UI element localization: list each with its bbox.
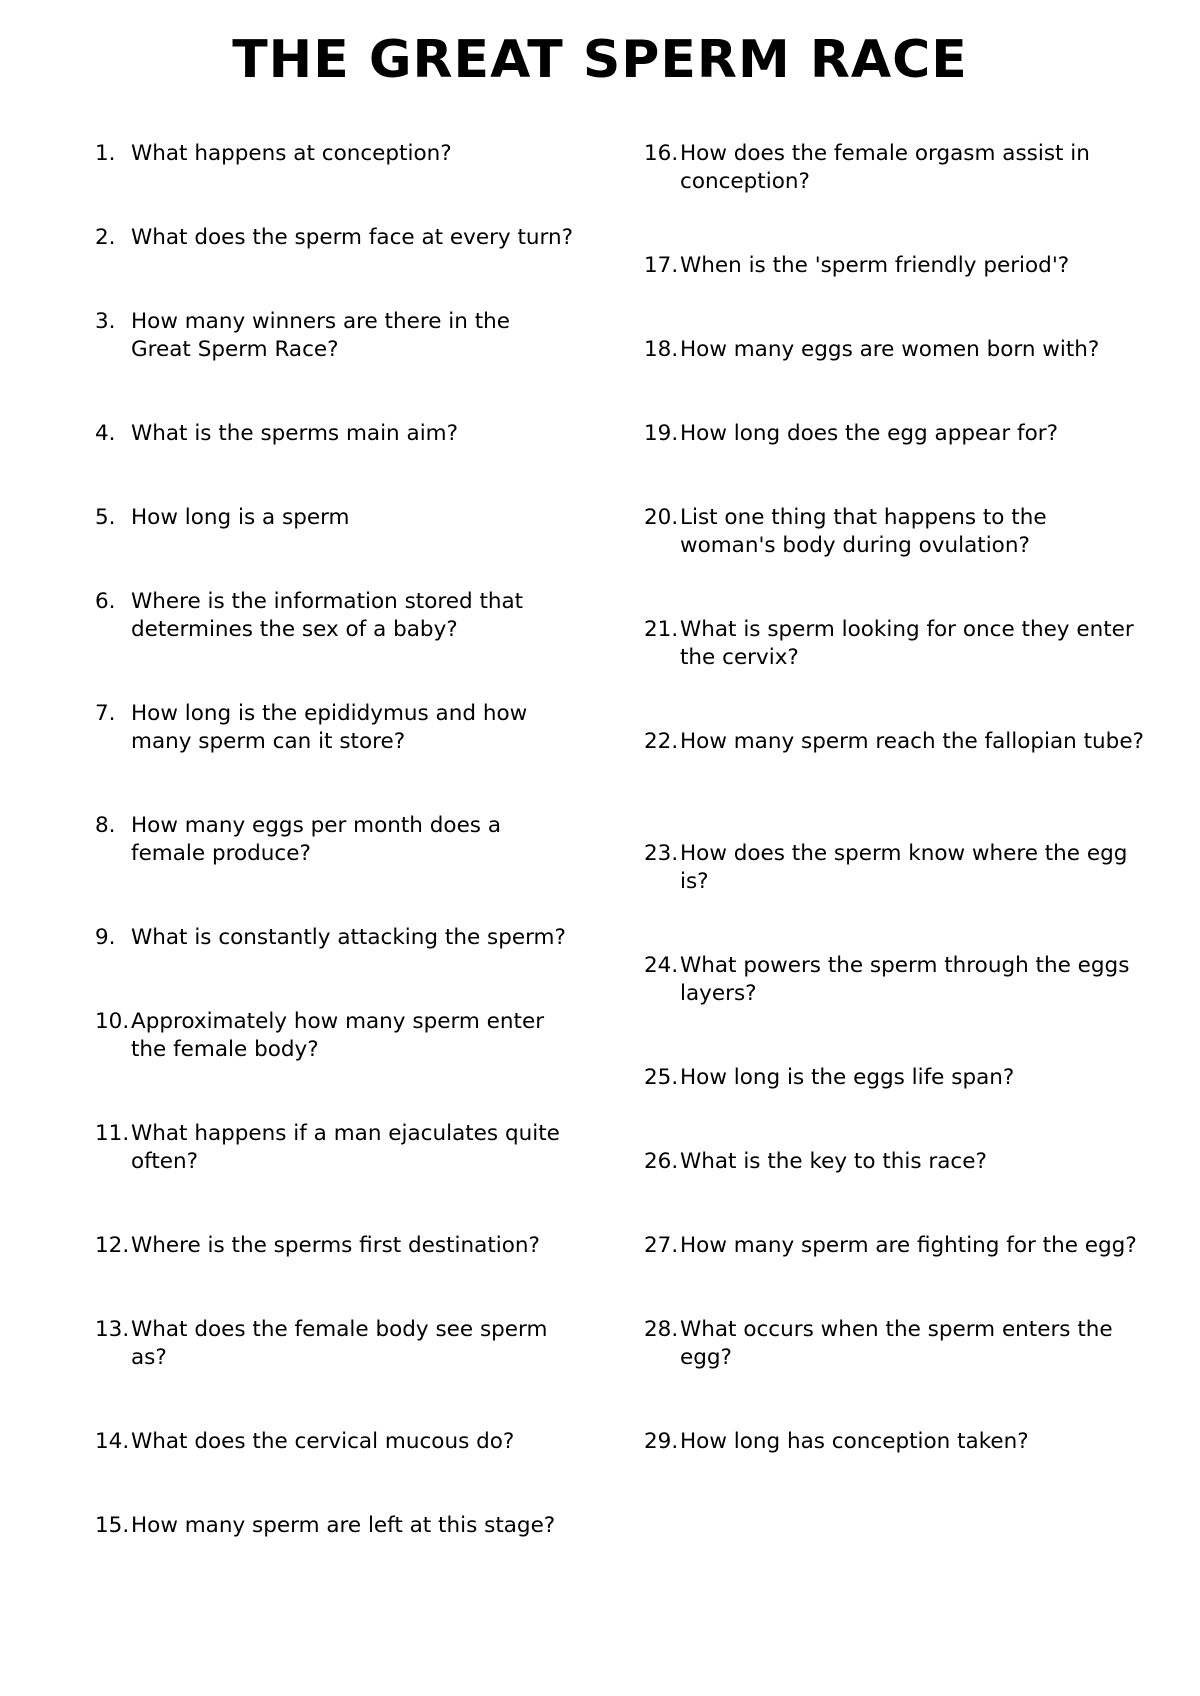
question-number: 13. xyxy=(95,1317,130,1342)
question-item xyxy=(644,1064,1144,1092)
question-item xyxy=(95,1232,575,1260)
question-item xyxy=(644,1148,1144,1176)
page-title: THE GREAT SPERM RACE xyxy=(232,30,968,90)
question-number: 5. xyxy=(95,505,116,530)
question-text: How many eggs per month does a female produce? xyxy=(131,813,502,866)
question-number: 9. xyxy=(95,925,116,950)
question-text: List one thing that happens to the woman's body during ovulation? xyxy=(680,505,1047,558)
question-number: 10. xyxy=(95,1009,130,1034)
question-item xyxy=(644,952,1144,1008)
question-text: Approximately how many sperm enter the female body? xyxy=(131,1009,545,1062)
question-number: 14. xyxy=(95,1429,130,1454)
question-text: What is the key to this race? xyxy=(680,1149,987,1174)
question-number: 4. xyxy=(95,421,116,446)
question-text: How long is the eggs life span? xyxy=(680,1065,1015,1090)
question-text: What occurs when the sperm enters the egg? xyxy=(680,1317,1113,1370)
question-item xyxy=(644,1428,1144,1456)
question-number: 23. xyxy=(644,841,679,866)
question-number: 26. xyxy=(644,1149,679,1174)
question-item xyxy=(644,616,1144,672)
question-text: How long is the epididymus and how many sperm can it store? xyxy=(131,701,528,754)
question-text: How many sperm are left at this stage? xyxy=(131,1513,556,1538)
question-item xyxy=(95,588,575,644)
question-text: When is the 'sperm friendly period'? xyxy=(680,253,1070,278)
question-text: What is constantly attacking the sperm? xyxy=(131,925,566,950)
question-item xyxy=(95,700,575,756)
question-number: 7. xyxy=(95,701,116,726)
question-number: 17. xyxy=(644,253,679,278)
question-number: 11. xyxy=(95,1121,130,1146)
question-number: 15. xyxy=(95,1513,130,1538)
question-item xyxy=(644,420,1144,448)
question-item xyxy=(644,840,1144,896)
question-text: How long is a sperm xyxy=(131,505,350,530)
question-number: 16. xyxy=(644,141,679,166)
question-item xyxy=(95,140,575,168)
question-item xyxy=(95,924,575,952)
question-text: Where is the sperms first destination? xyxy=(131,1233,540,1258)
question-number: 2. xyxy=(95,225,116,250)
question-number: 24. xyxy=(644,953,679,978)
question-item xyxy=(95,1512,575,1540)
question-number: 28. xyxy=(644,1317,679,1342)
question-text: How many winners are there in the Great Sperm Race? xyxy=(131,309,510,362)
question-text: How many eggs are women born with? xyxy=(680,337,1100,362)
question-item xyxy=(644,1316,1144,1372)
question-number: 22. xyxy=(644,729,679,754)
question-item xyxy=(644,728,1144,756)
question-number: 8. xyxy=(95,813,116,838)
question-item xyxy=(95,1120,575,1176)
question-item xyxy=(95,1316,575,1372)
question-item xyxy=(95,308,575,364)
question-text: What is sperm looking for once they enter the cervix? xyxy=(680,617,1134,670)
question-number: 25. xyxy=(644,1065,679,1090)
question-text: What does the cervical mucous do? xyxy=(131,1429,515,1454)
question-item xyxy=(644,252,1144,280)
question-item xyxy=(644,140,1144,196)
question-text: How does the sperm know where the egg is? xyxy=(680,841,1128,894)
question-item xyxy=(644,504,1144,560)
question-number: 3. xyxy=(95,309,116,334)
question-text: What does the female body see sperm as? xyxy=(131,1317,548,1370)
question-item xyxy=(95,420,575,448)
question-number: 1. xyxy=(95,141,116,166)
question-number: 20. xyxy=(644,505,679,530)
question-text: How many sperm are fighting for the egg? xyxy=(680,1233,1137,1258)
question-text: How does the female orgasm assist in conception? xyxy=(680,141,1090,194)
question-number: 19. xyxy=(644,421,679,446)
question-text: What happens at conception? xyxy=(131,141,452,166)
question-text: What does the sperm face at every turn? xyxy=(131,225,574,250)
question-text: How many sperm reach the fallopian tube? xyxy=(680,729,1144,754)
question-number: 18. xyxy=(644,337,679,362)
question-item xyxy=(95,1008,575,1064)
question-text: How long has conception taken? xyxy=(680,1429,1029,1454)
question-text: What powers the sperm through the eggs layers? xyxy=(680,953,1130,1006)
question-number: 12. xyxy=(95,1233,130,1258)
question-number: 6. xyxy=(95,589,116,614)
question-item xyxy=(95,224,575,252)
question-item xyxy=(644,336,1144,364)
question-text: What happens if a man ejaculates quite often? xyxy=(131,1121,560,1174)
question-text: What is the sperms main aim? xyxy=(131,421,459,446)
question-text: Where is the information stored that determines the sex of a baby? xyxy=(131,589,524,642)
question-number: 27. xyxy=(644,1233,679,1258)
question-item xyxy=(95,1428,575,1456)
question-item xyxy=(95,504,575,532)
question-item xyxy=(95,812,575,868)
question-number: 29. xyxy=(644,1429,679,1454)
question-text: How long does the egg appear for? xyxy=(680,421,1059,446)
question-number: 21. xyxy=(644,617,679,642)
question-item xyxy=(644,1232,1144,1260)
